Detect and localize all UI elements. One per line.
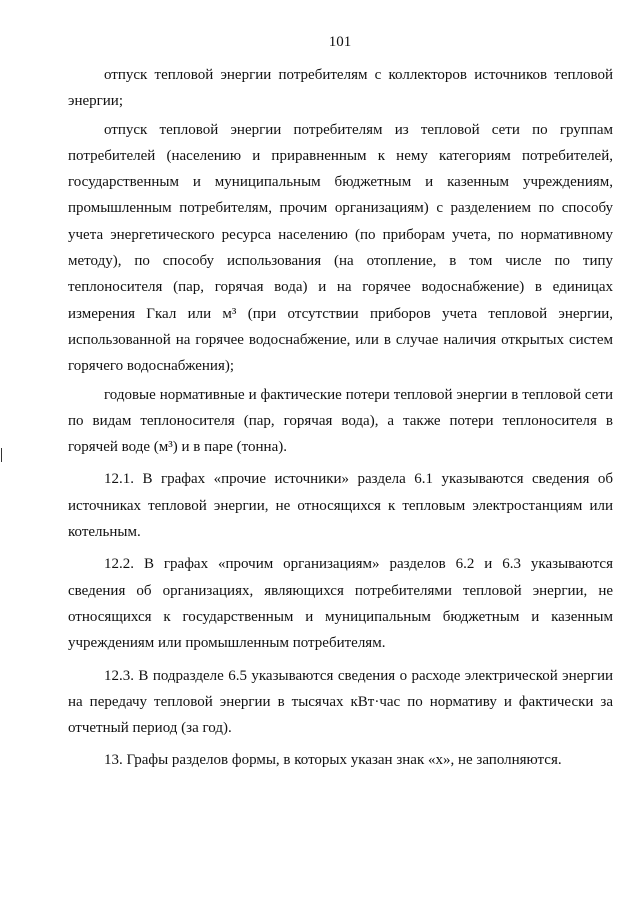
paragraph-12-1: 12.1. В графах «прочие источники» раздела 6.1 указываются сведения об источниках тепловой энергии, не относящихся к тепловым электростанциям или котельным.	[68, 471, 613, 541]
paragraph-heat-release-network: отпуск тепловой энергии потребителям из тепловой сети по группам потребителей (населению и приравненным к нему категориям потребителей, государственным и муниципальным бюджетным и казенным учреждениям, промышленным потребителям, прочим организациям) с разделением по способу учета энергетического ресурса населению (по приборам учета, по нормативному методу), по способу использования (на отопление, в том числе по типу теплоносителя (пар, горячая вода) и на горячее водоснабжение) в единицах измерения Гкал или м³ (при отсутствии приборов учета тепловой энергии, использованной на горячее водоснабжение, или в случае наличия открытых систем горячего водоснабжения);	[68, 121, 613, 375]
paragraph-13: 13. Графы разделов формы, в которых указан знак «х», не заполняются.	[104, 752, 562, 769]
paragraph-12-3: 12.3. В подразделе 6.5 указываются сведения о расходе электрической энергии на передачу тепловой энергии в тысячах кВт·час по нормативу и фактически за отчетный период (за год).	[68, 667, 613, 737]
paragraph-annual-losses: годовые нормативные и фактические потери тепловой энергии в тепловой сети по видам теплоносителя (пар, горячая вода), а также потери теплоносителя в горячей воде (м³) и в паре (тонна).	[68, 386, 613, 456]
paragraph-heat-release-collectors: отпуск тепловой энергии потребителям с коллекторов источников тепловой энергии;	[68, 67, 613, 110]
page-number: 101	[328, 34, 352, 50]
document-body	[68, 62, 613, 774]
scan-margin-mark	[1, 448, 2, 462]
paragraph-12-2: 12.2. В графах «прочим организациям» разделов 6.2 и 6.3 указываются сведения об организациях, являющихся потребителями тепловой энергии, не относящихся к государственным и муниципальным бюджетным и казенным учреждениям или промышленным потребителям.	[68, 556, 613, 652]
